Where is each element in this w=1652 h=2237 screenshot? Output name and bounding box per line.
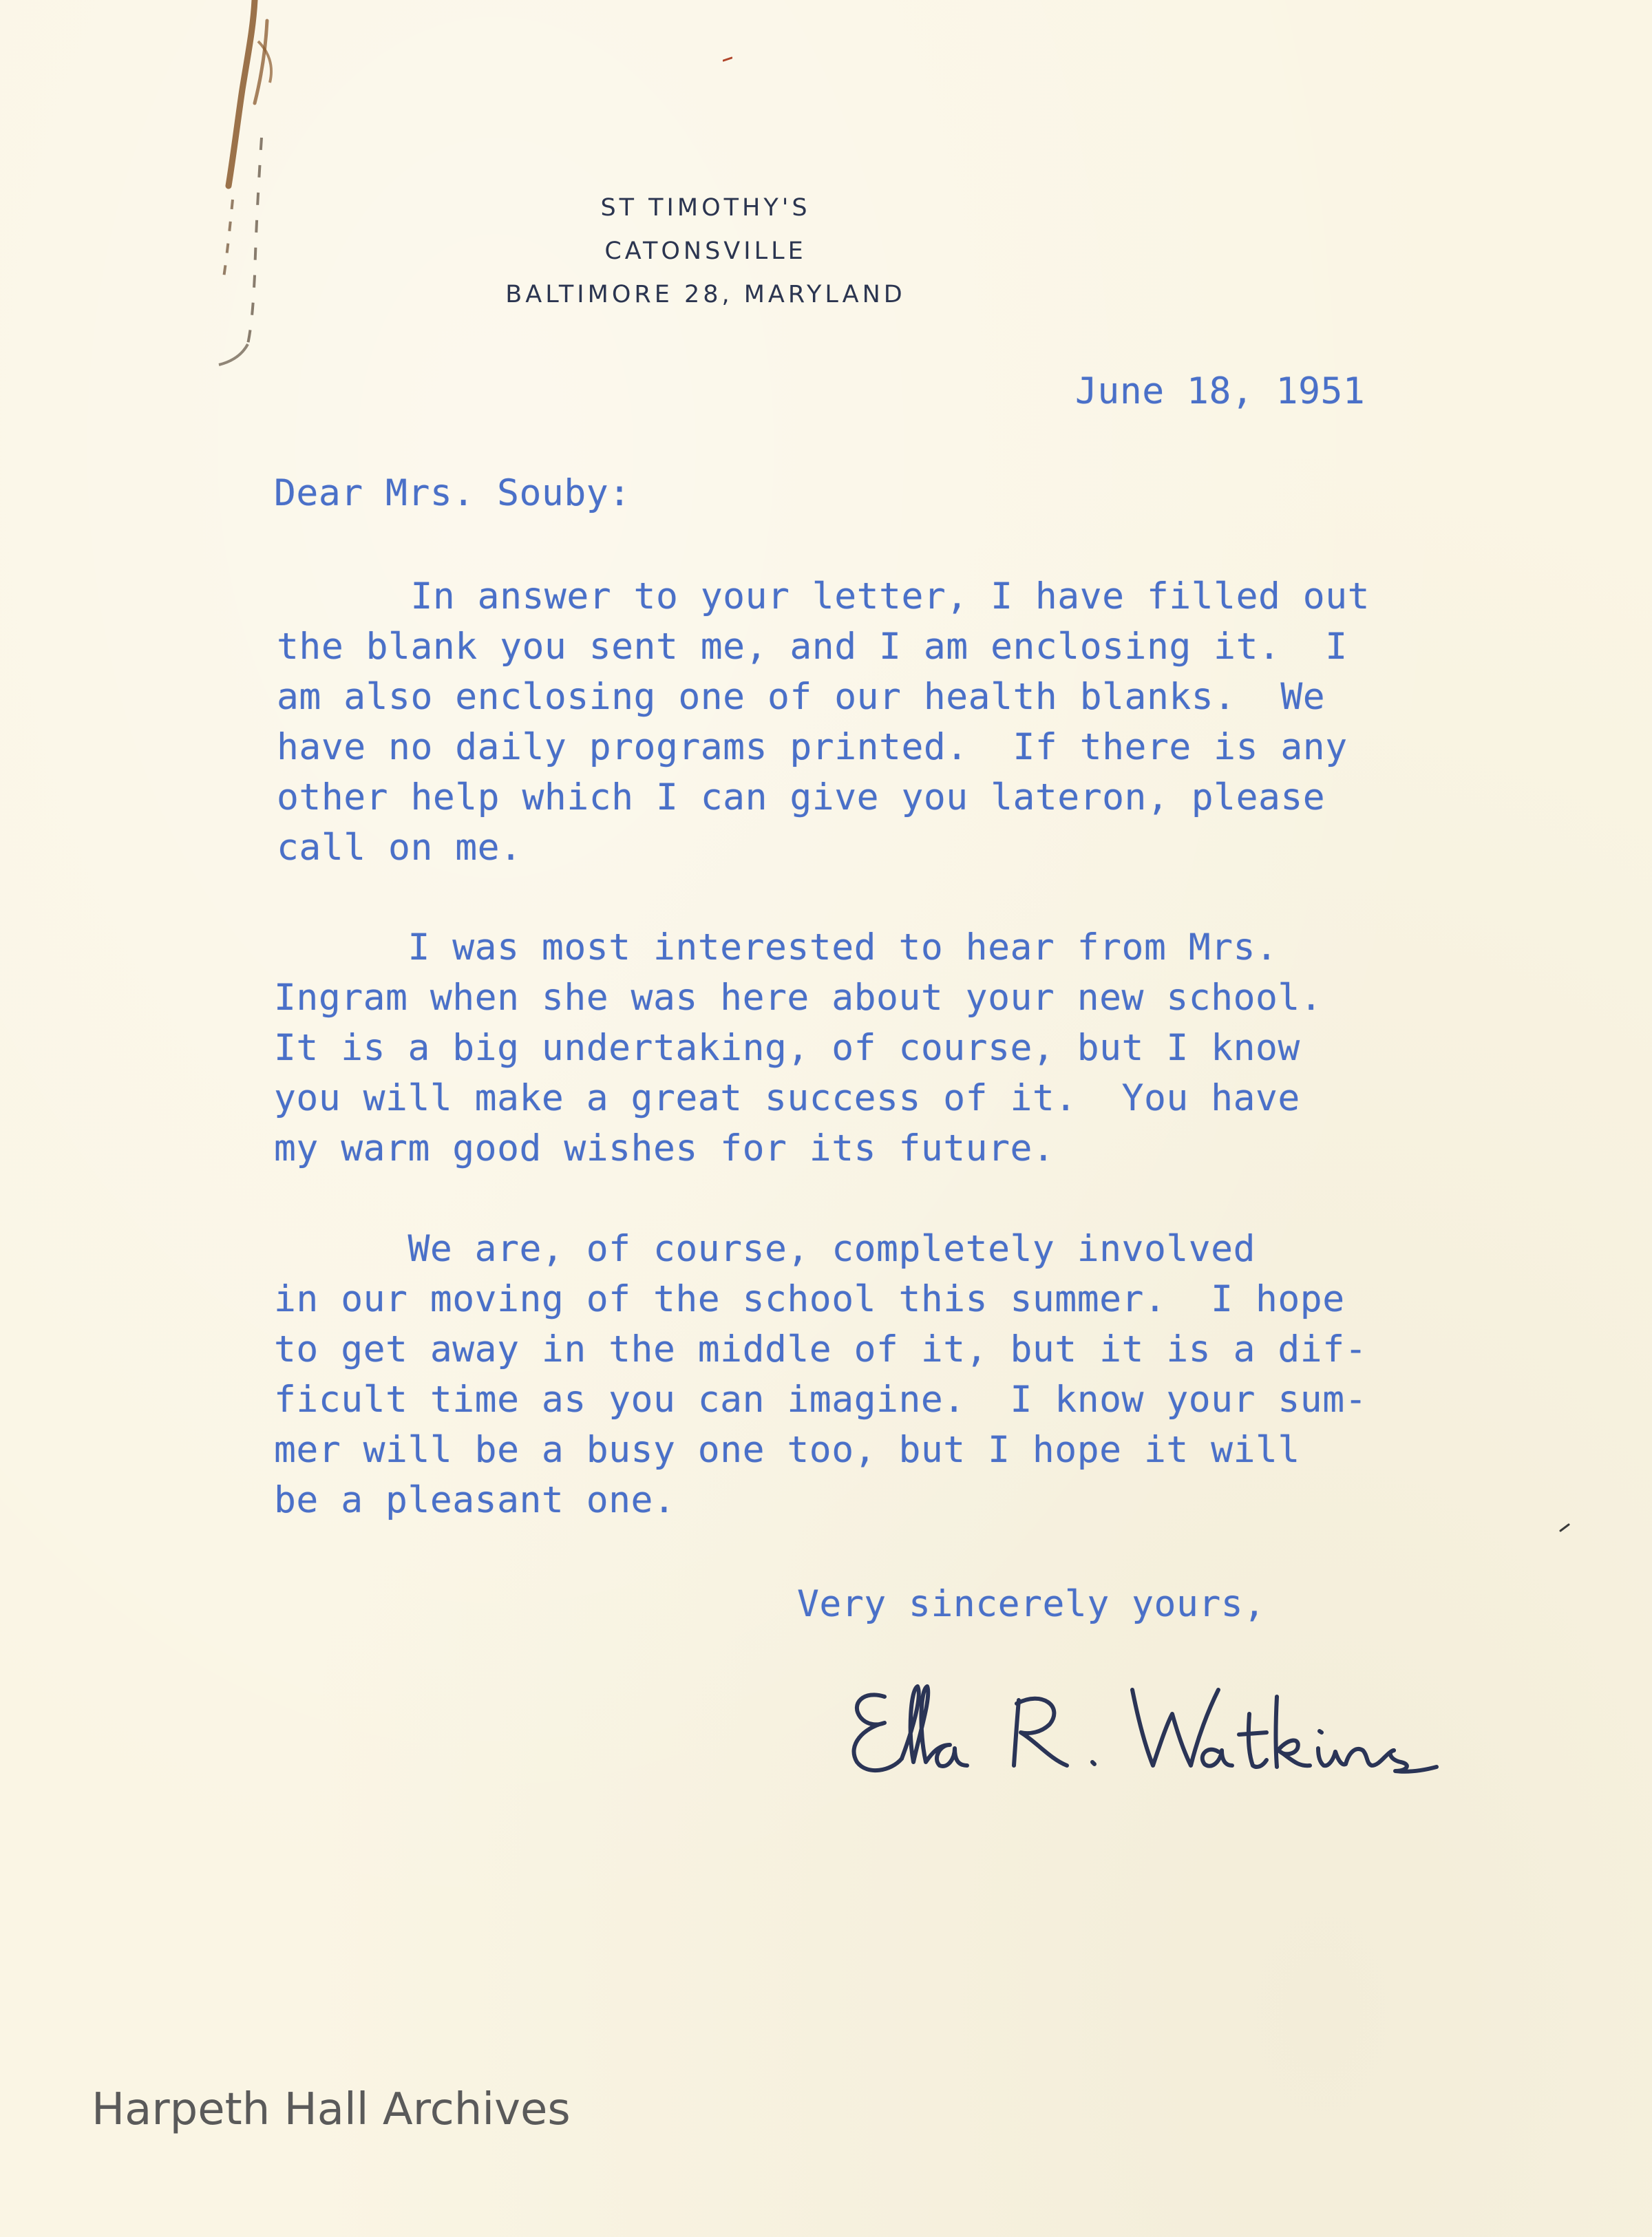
letterhead-town: CATONSVILLE [604,237,807,265]
rust-staple-marks [151,0,303,385]
letter-date: June 18, 1951 [1075,370,1366,412]
handwritten-signature [836,1648,1442,1793]
body-paragraph-2: I was most interested to hear from Mrs. Ingram when she was here about your new school. It is a big undertaking, of course, but I know you will make a great success of it. You have my warm good wishes for its future. [274,926,1323,1169]
letterhead-school-name: ST TIMOTHY'S [600,194,811,222]
body-paragraph-3: We are, of course, completely involved in our moving of the school this summer. I hope to get away in the middle of it, but it is a dif- ficult time as you can imagine. I know your sum- mer will be a busy one too, but I hope it will be a pleasant one. [274,1228,1368,1521]
salutation: Dear Mrs. Souby: [274,472,631,514]
body-paragraph-1: In answer to your letter, I have filled out the blank you sent me, and I am enclosing it. I am also enclosing one of our health blanks. We have no daily programs printed. If there is any other help which I can give you lateron, please call on me. [277,575,1370,869]
archive-watermark: Harpeth Hall Archives [92,2084,571,2135]
letterhead-city-state: BALTIMORE 28, MARYLAND [505,281,906,308]
ink-fleck [1559,1523,1570,1532]
closing-line: Very sincerely yours, [797,1583,1266,1625]
ink-fleck [723,56,732,62]
